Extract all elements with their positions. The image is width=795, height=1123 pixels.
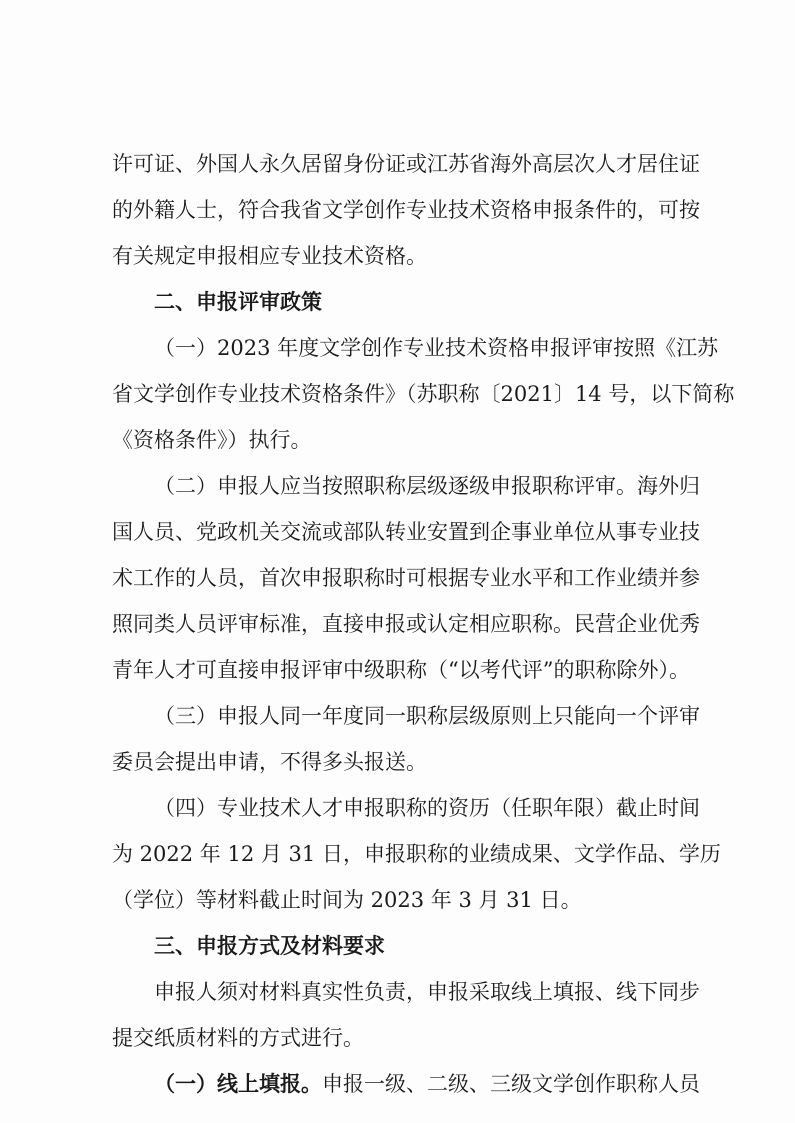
body-text-line: 国人员、党政机关交流或部队转业安置到企事业单位从事专业技: [112, 520, 700, 544]
body-text-line: （三）申报人同一年度同一职称层级原则上只能向一个评审: [154, 704, 700, 728]
body-text-line: 提交纸质材料的方式进行。: [112, 1026, 364, 1050]
section-heading: 三、申报方式及材料要求: [154, 934, 385, 958]
body-text-line: 有关规定申报相应专业技术资格。: [112, 244, 427, 268]
body-text-line: 照同类人员评审标准，直接申报或认定相应职称。民营企业优秀: [112, 612, 700, 636]
body-text-line: 许可证、外国人永久居留身份证或江苏省海外高层次人才居住证: [112, 152, 700, 176]
body-text-line: （二）申报人应当按照职称层级逐级申报职称评审。海外归: [154, 474, 700, 498]
body-text-line: （一）2023 年度文学创作专业技术资格申报评审按照《江苏: [154, 336, 719, 360]
body-text-line: 的外籍人士，符合我省文学创作专业技术资格申报条件的，可按: [112, 198, 700, 222]
body-text-line: 青年人才可直接申报评审中级职称（“以考代评”的职称除外）。: [112, 658, 690, 682]
body-text-line: 《资格条件》）执行。: [112, 428, 312, 452]
subsection-lead: （一）线上填报。: [154, 1072, 322, 1096]
body-text-line: 申报人须对材料真实性负责，申报采取线上填报、线下同步: [154, 980, 700, 1004]
body-text-line: 为 2022 年 12 月 31 日，申报职称的业绩成果、文学作品、学历: [112, 842, 721, 866]
body-text-line: 术工作的人员，首次申报职称时可根据专业水平和工作业绩并参: [112, 566, 700, 590]
body-text-line: [154, 1070, 700, 1098]
body-text-line: （学位）等材料截止时间为 2023 年 3 月 31 日。: [112, 888, 582, 912]
body-text-line: （四）专业技术人才申报职称的资历（任职年限）截止时间: [154, 796, 700, 820]
body-text-line: 委员会提出申请，不得多头报送。: [112, 750, 427, 774]
body-text-line: 省文学创作专业技术资格条件》（苏职称〔2021〕14 号，以下简称: [112, 382, 735, 406]
section-heading: 二、申报评审政策: [154, 290, 322, 314]
body-text-span: 申报一级、二级、三级文学创作职称人员: [322, 1072, 700, 1096]
